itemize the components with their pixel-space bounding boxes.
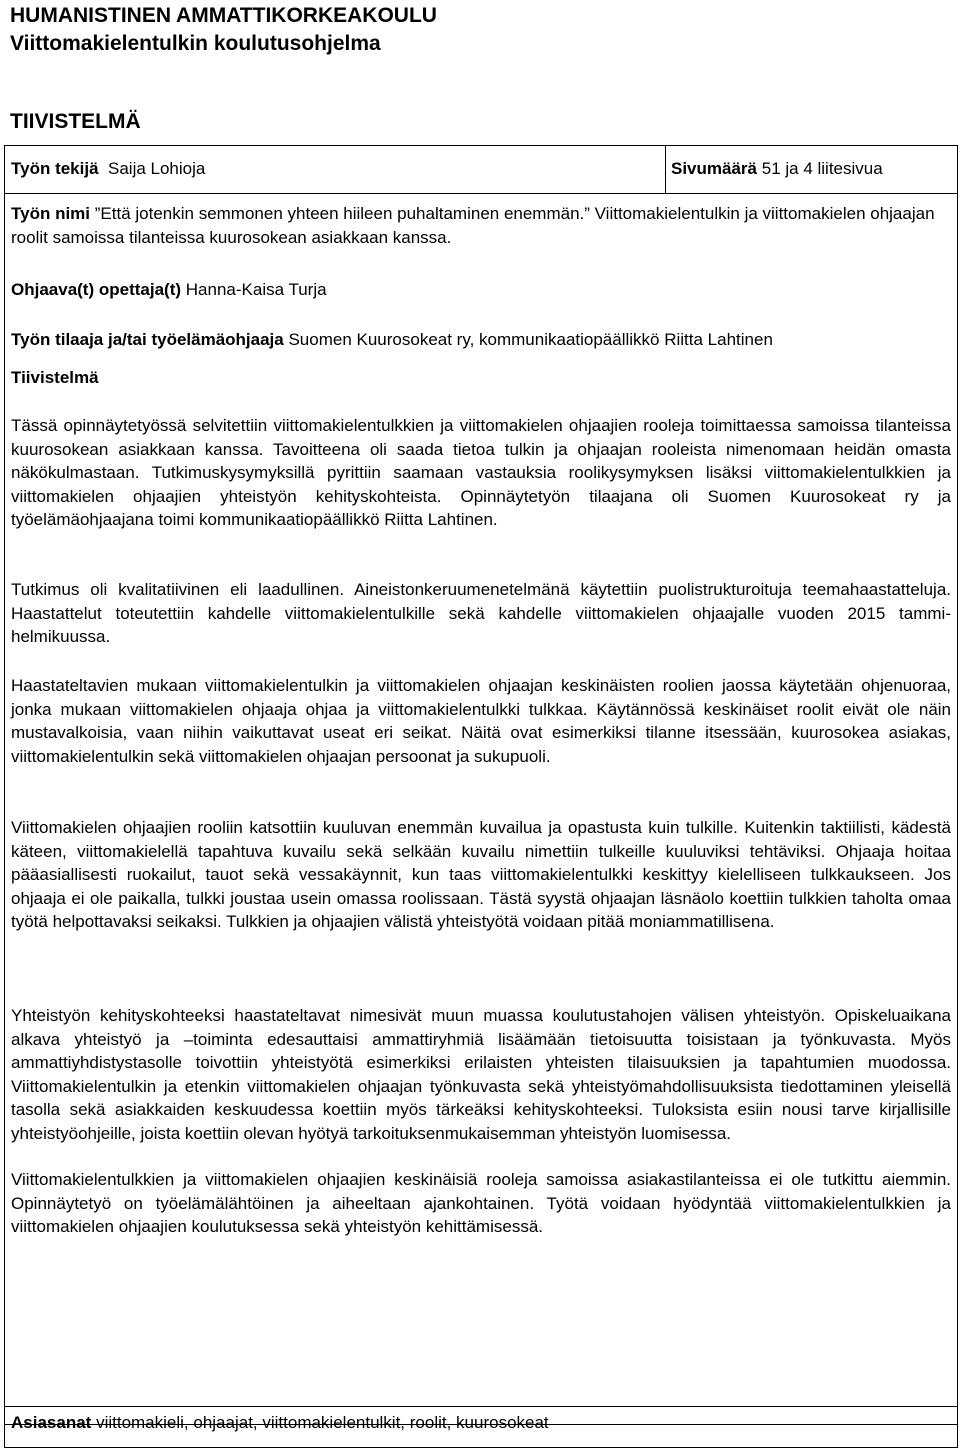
program-name: Viittomakielentulkin koulutusohjelma <box>10 32 381 55</box>
supervisor-field <box>11 278 951 302</box>
author-field <box>11 159 205 179</box>
pages-value: 51 ja 4 liitesivua <box>761 159 883 178</box>
keywords-label: Asiasanat <box>11 1413 92 1432</box>
supervisor-label: Ohjaava(t) opettaja(t) <box>11 280 182 299</box>
author-label: Työn tekijä <box>11 159 99 178</box>
abstract-label: Tiivistelmä <box>11 368 99 387</box>
document-header <box>10 2 437 58</box>
paragraph-6: Viittomakielentulkkien ja viittomakielen ohjaajien keskinäisiä rooleja samoissa asiakastilanteissa ei ole tutkittu aiemmin. Opinnäytetyö on työelämälähtöinen ja aiheeltaan ajankohtainen. Työtä voidaan hyödyntää viittomakielentulkkien ja viittomakielen ohjaajien koulutuksessa sekä yhteistyön kehittämisessä. <box>11 1170 951 1236</box>
institution-name: HUMANISTINEN AMMATTIKORKEAKOULU <box>10 4 437 27</box>
paragraph-4: Viittomakielen ohjaajien rooliin katsottiin kuuluvan enemmän kuvailua ja opastusta kuin tulkille. Kuitenkin taktiilisti, kädestä käteen, viittomakielellä tapahtuva kuvailu sekä selkään kuvailu nimettiin tulkeille kuuluviksi tehtäviksi. Ohjaaja hoitaa pääasiallisesti ruokailut, tauot sekä vessakäynnit, kun taas viittomakielentulkki keskittyy kielelliseen tulkkaukseen. Jos ohjaaja ei ole paikalla, tulkki joustaa usein omassa roolissaan. Tästä syystä ohjaajan läsnäolo koettiin tulkkien taholta omaa työtä helpottavaksi seikaksi. Tulkkien ja ohjaajien välistä yhteistyötä voidaan pitää moniammatillisena. <box>11 818 951 931</box>
author-value: Saija Lohioja <box>108 159 206 178</box>
client-field <box>11 328 951 352</box>
client-value: Suomen Kuurosokeat ry, kommunikaatiopäällikkö Riitta Lahtinen <box>288 330 773 349</box>
keywords-field <box>11 1413 549 1433</box>
paragraph-5: Yhteistyön kehityskohteeksi haastateltavat nimesivät muun muassa koulutustahojen välisen yhteistyön. Opiskeluaikana alkava yhteistyö ja –toiminta edesauttaisi ammattiryhmiä lisäämään tietoisuutta toisistaan ja työnkuvasta. Myös ammattiyhdistystasolle toivottiin yhteistyötä esimerkiksi erilaisten yhteisten tilaisuuksien ja tapahtumien muodossa. Viittomakielentulkin ja etenkin viittomakielen ohjaajan työnkuvasta sekä yhteistyömahdollisuuksista tiedottaminen yleisellä tasolla sekä asiakkaiden keskuudessa koettiin myös tärkeäksi kehityskohteeksi. Tuloksista esiin nousi tarve kirjallisille yhteistyöohjeille, joista koettiin olevan hyötyä tarkoituksenmukaisemman yhteistyön luomisessa. <box>11 1006 951 1143</box>
client-label: Työn tilaaja ja/tai työelämäohjaaja <box>11 330 284 349</box>
work-name-value: ”Että jotenkin semmonen yhteen hiileen puhaltaminen enemmän.” Viittomakielentulkin ja viittomakielen ohjaajan roolit samoissa tilanteissa kuurosokean asiakkaan kanssa. <box>11 204 935 247</box>
keywords-value: viittomakieli, ohjaajat, viittomakielentulkit, roolit, kuurosokeat <box>96 1413 549 1432</box>
paragraph-1: Tässä opinnäytetyössä selvitettiin viittomakielentulkkien ja viittomakielen ohjaajien rooleja toimittaessa samoissa tilanteissa kuurosokean asiakkaan kanssa. Tavoitteena oli saada tietoa tulkin ja ohjaajan rooleista nimenomaan heidän omasta näkökulmastaan. Tutkimuskysymyksillä pyrittiin saamaan vastauksia roolikysymyksen lisäksi viittomakielentulkkien ja viittomakielen ohjaajien yhteistyön kehityskohteista. Opinnäytetyön tilaajana oli Suomen Kuurosokeat ry ja työelämäohjaajana toimi kommunikaatiopäällikkö Riitta Lahtinen. <box>11 416 951 529</box>
supervisor-value: Hanna-Kaisa Turja <box>185 280 327 299</box>
author-row <box>4 145 958 194</box>
work-name-field <box>11 202 951 250</box>
work-name-label: Työn nimi <box>11 204 91 223</box>
pages-label: Sivumäärä <box>671 159 757 178</box>
keywords-row <box>4 1406 958 1448</box>
pages-field <box>671 159 883 179</box>
row-divider <box>665 146 666 193</box>
paragraph-2: Tutkimus oli kvalitatiivinen eli laadullinen. Aineistonkeruumenetelmänä käytettiin puolistrukturoituja teemahaastatteluja. Haastattelut toteutettiin kahdelle viittomakielentulkille sekä kahdelle viittomakielen ohjaajalle vuoden 2015 tammi-helmikuussa. <box>11 580 951 646</box>
abstract-box <box>4 192 958 1425</box>
document-title: TIIVISTELMÄ <box>10 110 141 133</box>
paragraph-3: Haastateltavien mukaan viittomakielentulkin ja viittomakielen ohjaajan keskinäisten roolien jaossa käytetään ohjenuoraa, jonka mukaan viittomakielen ohjaaja ohjaa ja viittomakielentulkki tulkkaa. Käytännössä keskinäiset roolit eivät ole näin mustavalkoisia, vaan niihin vaikuttavat useat eri seikat. Näitä ovat esimerkiksi tilanne itsessään, kuurosokea asiakas, viittomakielentulkin sekä viittomakielen ohjaajan persoonat ja sukupuoli. <box>11 676 951 766</box>
